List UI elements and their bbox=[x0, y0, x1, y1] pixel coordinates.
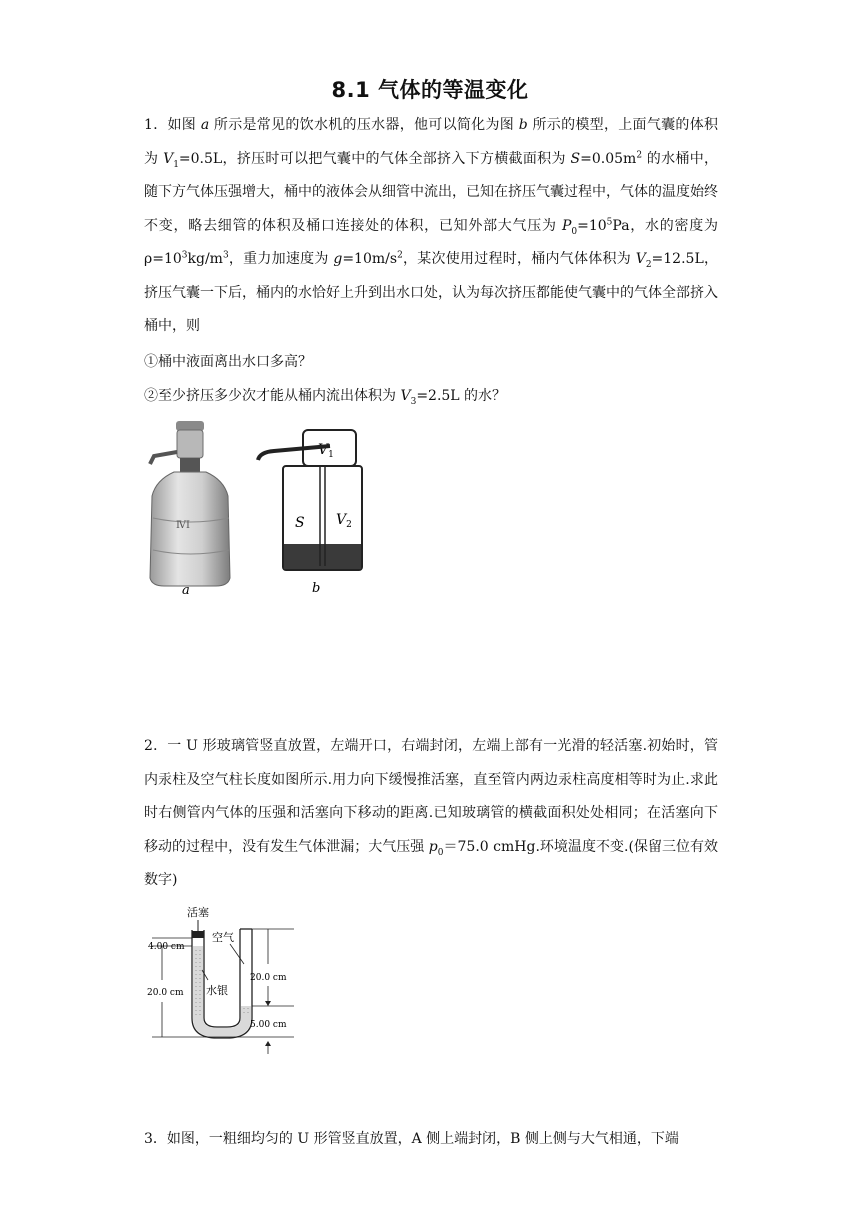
piston-label: 活塞 bbox=[187, 906, 209, 919]
mercury-label: 水银 bbox=[206, 984, 228, 997]
svg-text:V2: $V_2$ bbox=[336, 512, 352, 530]
pump-body bbox=[177, 430, 203, 458]
figure-b-label: b bbox=[312, 581, 321, 596]
question-3-text: 3．如图，一粗细均匀的 U 形管竖直放置，A 侧上端封闭，B 侧上侧与大气相通，下端 bbox=[144, 1131, 679, 1147]
question-1-sub-2: ②至少挤压多少次才能从桶内流出体积为 $V_3=2.5L$ 的水？ bbox=[144, 388, 507, 407]
question-1-sub-1: ①桶中液面离出水口多高？ bbox=[144, 354, 312, 370]
svg-text:S: S bbox=[295, 515, 305, 531]
figure-u-tube bbox=[144, 898, 304, 1058]
pump-spout bbox=[150, 452, 177, 464]
question-number: 3． bbox=[144, 1131, 167, 1147]
dim-right-bottom: 5.00 cm bbox=[250, 1020, 287, 1030]
piston bbox=[192, 931, 204, 938]
dim-left-top: 4.00 cm bbox=[148, 942, 185, 952]
svg-text:V1: $V_1$ bbox=[318, 442, 334, 460]
water-level bbox=[284, 544, 361, 569]
question-2-text: 2．一 U 形玻璃管竖直放置，左端开口，右端封闭，左端上部有一光滑的轻活塞.初始时，管内汞柱及空气柱长度如图所示.用力向下缓慢推活塞，直至管内两边汞柱高度相等时为止.求此时右侧管内气体的压强和活塞向下移动的距离.已知玻璃管的横截面积处处相同；在活塞向下移动的过程中，没有发生气体泄漏；大气压强 $p_0=75.0$ cmHg.环境温度不变.(保留三位有效数字) bbox=[144, 738, 718, 888]
bottle-body bbox=[150, 472, 230, 586]
question-number: 2． bbox=[144, 738, 168, 754]
bottle-label: ⅣI bbox=[176, 520, 190, 531]
dim-right-top: 20.0 cm bbox=[250, 973, 287, 983]
question-number: 1． bbox=[144, 117, 168, 133]
dim-left-bottom: 20.0 cm bbox=[147, 988, 184, 998]
air-label: 空气 bbox=[212, 931, 234, 944]
pump-collar bbox=[180, 458, 200, 472]
figure-a-label: a bbox=[182, 583, 190, 598]
page-title: 8.1 气体的等温变化 bbox=[331, 78, 529, 102]
question-1-text: 1．如图 a 所示是常见的饮水机的压水器，他可以简化为图 b 所示的模型，上面气囊的体积为 $V_1=0.5L$，挤压时可以把气囊中的气体全部挤入下方横截面积为 $S=0.05m^2$ 的水桶中，随下方气体压强增大，桶中的液体会从细管中流出，已知在挤压气囊过程中，气体的温度始终不变，略去细管的体积及桶口连接处的体积，已知外部大气压为 $P_0=10^5Pa$，水的密度为$\rho=10^3kg/m^3$，重力加速度为 $g=10m/s^2$，某次使用过程时，桶内气体体积为 $V_2=12.5L$，挤压气囊一下后，桶内的水恰好上升到出水口处，认为每次挤压都能使气囊中的气体全部挤入桶中，则 bbox=[144, 117, 719, 334]
figure-b-model bbox=[254, 426, 366, 598]
figure-a-water-bottle bbox=[144, 418, 244, 598]
